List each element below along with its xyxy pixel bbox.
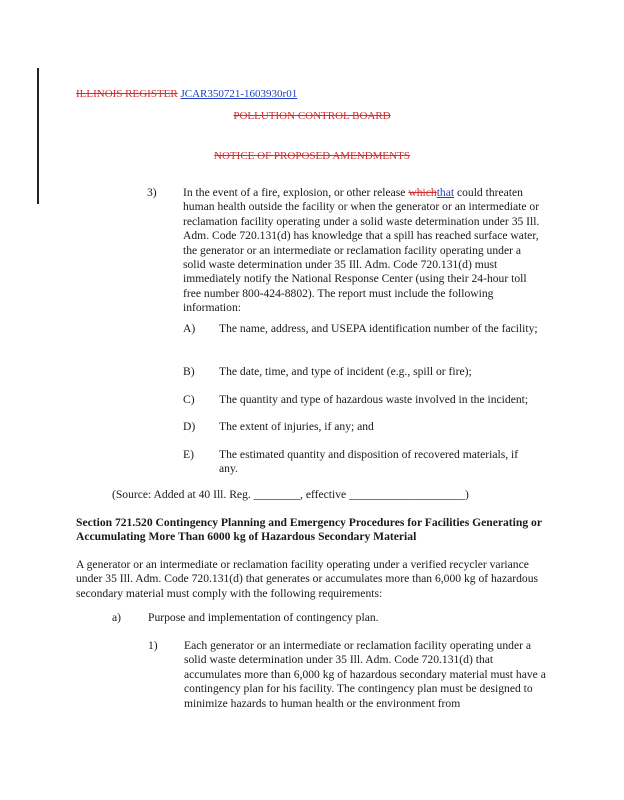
subitem-text: The estimated quantity and disposition of recovered materials, if any.: [219, 448, 519, 476]
section-heading: Section 721.520 Contingency Planning and Emergency Procedures for Facilities Generating or Accumulating More Than 6000 kg of Hazardous Secondary Material: [76, 516, 542, 544]
subitem-label: E): [183, 448, 194, 461]
item-a1-label: 1): [148, 639, 158, 652]
subitem-text: The quantity and type of hazardous waste involved in the incident;: [219, 393, 529, 406]
item-a-label: a): [112, 611, 122, 624]
section-intro: A generator or an intermediate or reclamation facility operating under a verified recycler variance under 35 Ill. Adm. Code 720.131(d) that generates or accumulates more than 6,000 kg of hazardous secondary material must comply with the following requirements:: [76, 558, 539, 600]
register-id: JCAR350721-1603930r01: [180, 88, 298, 100]
item-a-text: Purpose and implementation of contingency plan.: [148, 611, 379, 624]
item3-label: 3): [147, 186, 157, 199]
item3-text-post: could threaten human health outside the facility or when the generator or an intermediate or reclamation facility operating under a solid waste determination under 35 Ill. Adm. Code 720.131(d) has knowledge that a spill has reached surface water, the generator or an intermediate or reclamation facility operating under a solid waste determination under 35 Ill. Adm. Code 720.131(d) must immediately notify the National Response Center (using their 24-hour toll free number 800-424-8802). The report must include the following information:: [183, 186, 540, 315]
source-note: (Source: Added at 40 Ill. Reg. ________, effective ____________________): [112, 488, 469, 501]
register-struck: ILLINOIS REGISTER: [76, 88, 178, 100]
item-a1-text: Each generator or an intermediate or reclamation facility operating under a solid waste determination under 35 Ill. Adm. Code 720.131(d) that accumulates more than 6,000 kg of hazardous secondary material must have a contingency plan for his facility. The contingency plan must be designed to minimize hazards to human health or the environment from: [184, 639, 546, 710]
board-struck: POLLUTION CONTROL BOARD: [233, 110, 391, 122]
item3-paragraph: [183, 186, 543, 316]
change-bar: [37, 68, 39, 204]
notice-struck: NOTICE OF PROPOSED AMENDMENTS: [214, 150, 410, 162]
item3-inserted-word: that: [436, 186, 455, 199]
subitem-text: The date, time, and type of incident (e.g., spill or fire);: [219, 365, 472, 378]
subitem-text: The name, address, and USEPA identification number of the facility;: [219, 322, 538, 335]
item3-text-pre: In the event of a fire, explosion, or other release: [183, 186, 409, 199]
notice-line: [0, 149, 624, 163]
subitem-label: A): [183, 322, 196, 335]
register-line: [76, 87, 297, 101]
subitem-label: B): [183, 365, 195, 378]
subitem-label: D): [183, 420, 196, 433]
board-line: [0, 109, 624, 123]
item3-struck-word: which: [408, 186, 437, 199]
subitem-label: C): [183, 393, 195, 406]
subitem-text: The extent of injuries, if any; and: [219, 420, 374, 433]
